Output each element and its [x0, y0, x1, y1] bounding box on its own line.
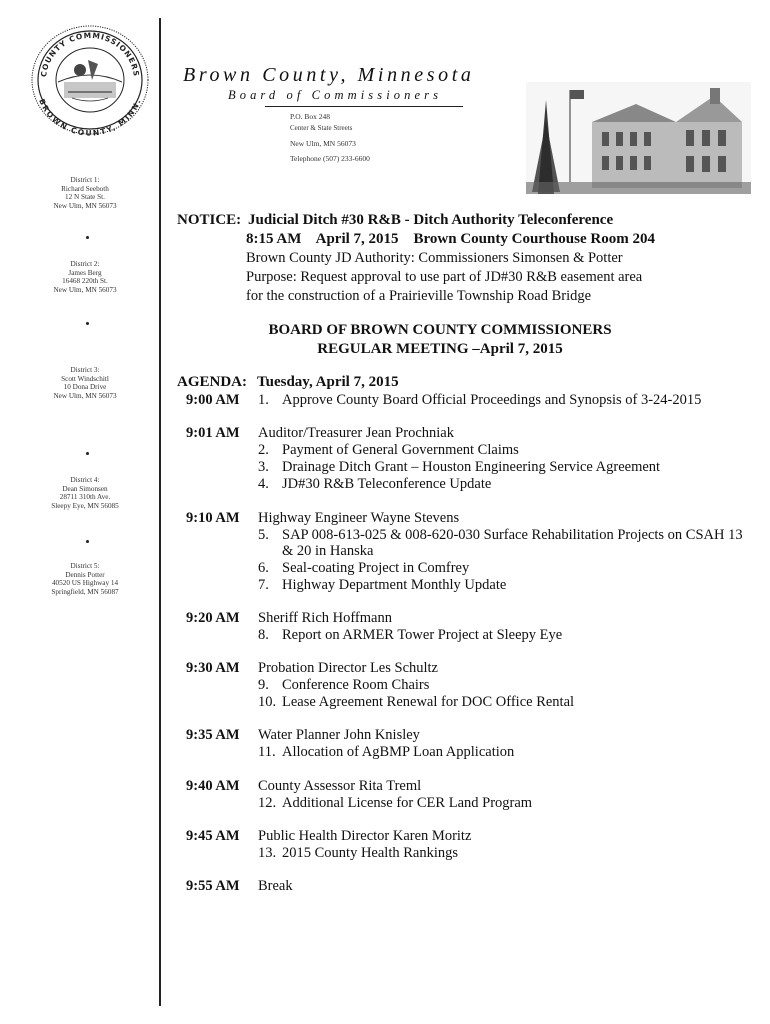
agenda-presenter: Highway Engineer Wayne Stevens [258, 510, 460, 526]
item-number: 8. [258, 627, 269, 643]
item-number: 5. [258, 527, 269, 543]
notice-location: Brown County Courthouse Room 204 [413, 231, 655, 247]
district-commissioner: James Berg [68, 268, 102, 277]
item-text: JD#30 R&B Teleconference Update [282, 476, 492, 492]
letterhead-rule [265, 106, 463, 107]
item-text: 2015 County Health Rankings [282, 845, 459, 861]
item-text: Additional License for CER Land Program [282, 795, 533, 811]
agenda-time: 9:20 AM [186, 610, 240, 626]
address-city: New Ulm, MN 56073 [290, 139, 356, 148]
agenda-time: 9:40 AM [186, 778, 240, 794]
agenda-time: 9:35 AM [186, 727, 240, 743]
bullet-dot [86, 452, 89, 455]
agenda-item [258, 527, 743, 544]
agenda-date: Tuesday, April 7, 2015 [257, 374, 399, 390]
district-title: District 5: [70, 562, 100, 570]
agenda-presenter: County Assessor Rita Treml [258, 778, 422, 794]
seal-top-text: COUNTY COMMISSIONERS [39, 30, 141, 78]
agenda-item-continuation: & 20 in Hanska [282, 543, 374, 559]
district-title: District 4: [70, 476, 100, 484]
item-text: Conference Room Chairs [282, 677, 430, 693]
bullet-dot [86, 322, 89, 325]
district-city: New Ulm, MN 56073 [53, 391, 117, 400]
district-title: District 3: [70, 366, 100, 374]
district-street: 12 N State St. [65, 193, 105, 202]
notice-title: Judicial Ditch #30 R&B - Ditch Authority Teleconference [248, 212, 614, 228]
agenda-item [258, 627, 562, 644]
agenda-item [258, 795, 532, 812]
agenda-presenter: Break [258, 878, 293, 894]
district-street: 28711 310th Ave. [59, 493, 111, 502]
agenda-item [258, 577, 506, 594]
district-title: District 1: [70, 176, 100, 184]
courthouse-photo [526, 82, 751, 194]
agenda-item [258, 677, 429, 694]
notice-time: 8:15 AM [246, 231, 302, 247]
letterhead-title: Brown County, Minnesota [183, 64, 475, 86]
item-text: Seal-coating Project in Comfrey [282, 560, 470, 576]
notice-purpose-line-1: Purpose: Request approval to use part of JD#30 R&B easement area [246, 269, 643, 285]
item-text: Highway Department Monthly Update [282, 577, 507, 593]
address-phone: Telephone (507) 233-6600 [290, 154, 370, 163]
district-street: 10 Dona Drive [63, 383, 107, 392]
svg-text:COUNTY COMMISSIONERS [39, 31, 141, 78]
item-number: 4. [258, 476, 269, 492]
district-city: New Ulm, MN 56073 [53, 201, 117, 210]
agenda-item [258, 476, 491, 493]
district-1 [20, 176, 150, 210]
notice-authority: Brown County JD Authority: Commissioners Simonsen & Potter [246, 250, 623, 266]
address-po-box: P.O. Box 248 [290, 112, 331, 121]
item-number: 11. [258, 744, 276, 760]
district-commissioner: Scott Windschitl [61, 374, 109, 383]
district-5 [20, 562, 150, 596]
district-4 [20, 476, 150, 510]
agenda-presenter: Sheriff Rich Hoffmann [258, 610, 392, 626]
item-text: Lease Agreement Renewal for DOC Office Rental [282, 694, 575, 710]
item-number: 1. [258, 392, 269, 408]
item-number: 3. [258, 459, 269, 475]
svg-text:BROWN COUNTY, MINN. [37, 98, 143, 136]
district-commissioner: Dean Simonsen [62, 484, 108, 493]
sidebar-divider [159, 18, 161, 1006]
notice-time-line [246, 231, 655, 248]
district-3 [20, 366, 150, 400]
agenda-presenter: Public Health Director Karen Moritz [258, 828, 472, 844]
district-commissioner: Dennis Potter [65, 570, 105, 579]
item-text: Allocation of AgBMP Loan Application [282, 744, 515, 760]
agenda-time: 9:10 AM [186, 510, 240, 526]
item-number: 13. [258, 845, 277, 861]
agenda-item [258, 459, 660, 476]
notice-date: April 7, 2015 [315, 231, 399, 247]
item-text: SAP 008-613-025 & 008-620-030 Surface Rehabilitation Projects on CSAH 13 [282, 527, 743, 543]
item-number: 2. [258, 442, 269, 458]
address-streets: Center & State Streets [290, 124, 353, 132]
district-city: New Ulm, MN 56073 [53, 285, 117, 294]
agenda-item [258, 694, 574, 711]
agenda-item [258, 560, 469, 577]
item-number: 7. [258, 577, 269, 593]
agenda-presenter: Auditor/Treasurer Jean Prochniak [258, 425, 454, 441]
agenda-item [258, 744, 514, 761]
item-number: 6. [258, 560, 269, 576]
agenda-label: AGENDA: [177, 374, 247, 390]
meeting-heading-line-1: BOARD OF BROWN COUNTY COMMISSIONERS [268, 322, 612, 338]
agenda-time: 9:00 AM [186, 392, 240, 408]
notice-purpose-line-2: for the construction of a Prairieville Township Road Bridge [246, 288, 592, 304]
letterhead-subtitle: Board of Commissioners [228, 88, 443, 102]
agenda-time: 9:01 AM [186, 425, 240, 441]
meeting-heading-line-2: REGULAR MEETING –April 7, 2015 [317, 341, 563, 357]
district-street: 16468 220th St. [62, 277, 108, 286]
agenda-item [258, 392, 701, 409]
agenda-presenter: Probation Director Les Schultz [258, 660, 438, 676]
agenda-item [258, 845, 458, 862]
county-seal [28, 20, 152, 136]
agenda-item [258, 442, 519, 459]
item-text: Report on ARMER Tower Project at Sleepy Eye [282, 627, 563, 643]
agenda-time: 9:30 AM [186, 660, 240, 676]
item-text: Payment of General Government Claims [282, 442, 519, 458]
district-2 [20, 260, 150, 294]
agenda-presenter: Water Planner John Knisley [258, 727, 420, 743]
seal-bottom-text: BROWN COUNTY, MINN. [37, 97, 143, 136]
bullet-dot [86, 540, 89, 543]
bullet-dot [86, 236, 89, 239]
agenda-time: 9:45 AM [186, 828, 240, 844]
district-title: District 2: [70, 260, 100, 268]
item-text: Drainage Ditch Grant – Houston Engineering Service Agreement [282, 459, 661, 475]
district-city: Springfield, MN 56087 [51, 587, 119, 596]
item-number: 12. [258, 795, 277, 811]
agenda-time: 9:55 AM [186, 878, 240, 894]
item-text: Approve County Board Official Proceedings and Synopsis of 3-24-2015 [282, 392, 702, 408]
district-commissioner: Richard Seeboth [61, 184, 109, 193]
item-number: 9. [258, 677, 269, 693]
notice-label: NOTICE: [177, 212, 242, 228]
district-street: 40520 US Highway 14 [51, 579, 119, 588]
item-number: 10. [258, 694, 277, 710]
district-city: Sleepy Eye, MN 56085 [51, 501, 119, 510]
